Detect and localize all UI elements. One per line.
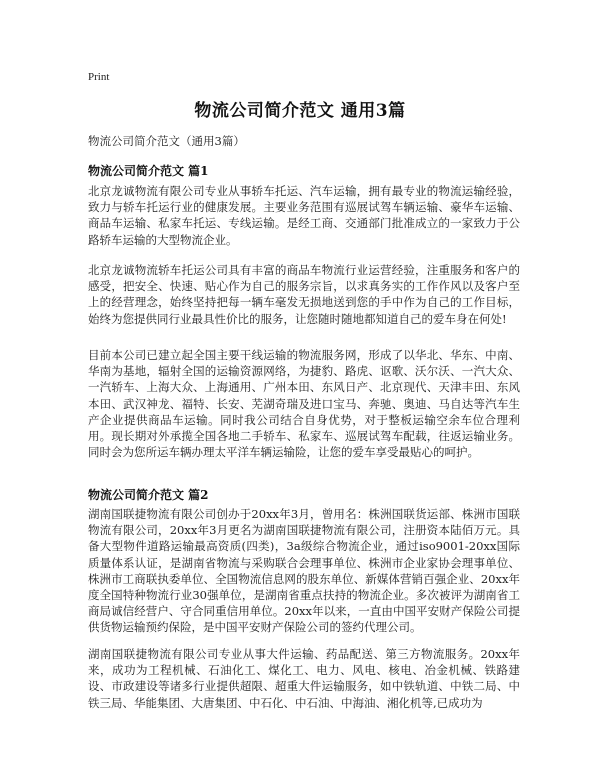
section-1-paragraph-2: 北京龙诚物流轿车托运公司具有丰富的商品车物流行业运营经验，注重服务和客户的感受，把安全、快速、贴心作为自己的服务宗旨，以求真务实的工作作风以及客户至上的经营理念，始终坚持把每一辆车毫发无损地送到您的手中作为自己的工作目标，始终为您提供同行业最具性价比的服务，让您随时随地都知道自己的爱车身在何处! <box>88 263 520 326</box>
section-1-paragraph-1: 北京龙诚物流有限公司专业从事轿车托运、汽车运输，拥有最专业的物流运输经验，致力与轿车托运行业的健康发展。主要业务范围有巡展试驾车辆运输、豪华车运输、商品车运输、私家车托运、专线运输。是经工商、交通部门批准成立的一家致力于公路轿车运输的大型物流企业。 <box>88 184 520 247</box>
section-1-paragraph-3: 目前本公司已建立起全国主要干线运输的物流服务网，形成了以华北、华东、中南、华南为基地，辐射全国的运输资源网络，为捷豹、路虎、讴歌、沃尔沃、一汽大众、一汽轿车、上海大众、上海通用、广州本田、东风日产、北京现代、天津丰田、东风本田、武汉神龙、福特、长安、芜湖奇瑞及进口宝马、奔驰、奥迪、马自达等汽车生产企业提供商品车运输。同时我公司结合自身优势，对于整板运输空余车位合理利用。现长期对外承揽全国各地二手轿车、私家车、巡展试驾车配载，往返运输业务。同时会为您所运车辆办理太平洋车辆运输险，让您的爱车享受最贴心的呵护。 <box>88 348 520 460</box>
document-subtitle: 物流公司简介范文（通用3篇） <box>88 134 245 148</box>
section-2-paragraph-1: 湖南国联捷物流有限公司创办于20xx年3月，曾用名：株洲国联货运部、株洲市国联物流有限公司，20xx年3月更名为湖南国联捷物流有限公司，注册资本陆佰万元。具备大型物件道路运输最高资质(四类)，3a级综合物流企业，通过iso9001-20xx国际质量体系认证，是湖南省物流与采购联合会理事单位、株洲市企业家协会理事单位、株洲市工商联执委单位、全国物流信息网的股东单位、新媒体营销百强企业、20xx年度全国特种物流行业30强单位，是湖南省重点扶持的物流企业。多次被评为湖南省工商局诚信经营户、守合同重信用单位。20xx年以来，一直由中国平安财产保险公司提供货物运输预约保险，是中国平安财产保险公司的签约代理公司。 <box>88 507 520 635</box>
section-1-heading: 物流公司简介范文 篇1 <box>88 164 209 178</box>
print-label[interactable]: Print <box>88 71 110 83</box>
section-2-heading: 物流公司简介范文 篇2 <box>88 488 209 502</box>
section-2-paragraph-2: 湖南国联捷物流有限公司专业从事大件运输、药品配送、第三方物流服务。20xx年来，成功为工程机械、石油化工、煤化工、电力、风电、核电、冶金机械、铁路建设、市政建设等诸多行业提供超限、超重大件运输服务，如中铁轨道、中铁二局、中铁三局、华能集团、大唐集团、中石化、中石油、中海油、湘化机等,已成功为 <box>88 647 520 710</box>
document-title: 物流公司简介范文 通用3篇 <box>194 101 406 121</box>
